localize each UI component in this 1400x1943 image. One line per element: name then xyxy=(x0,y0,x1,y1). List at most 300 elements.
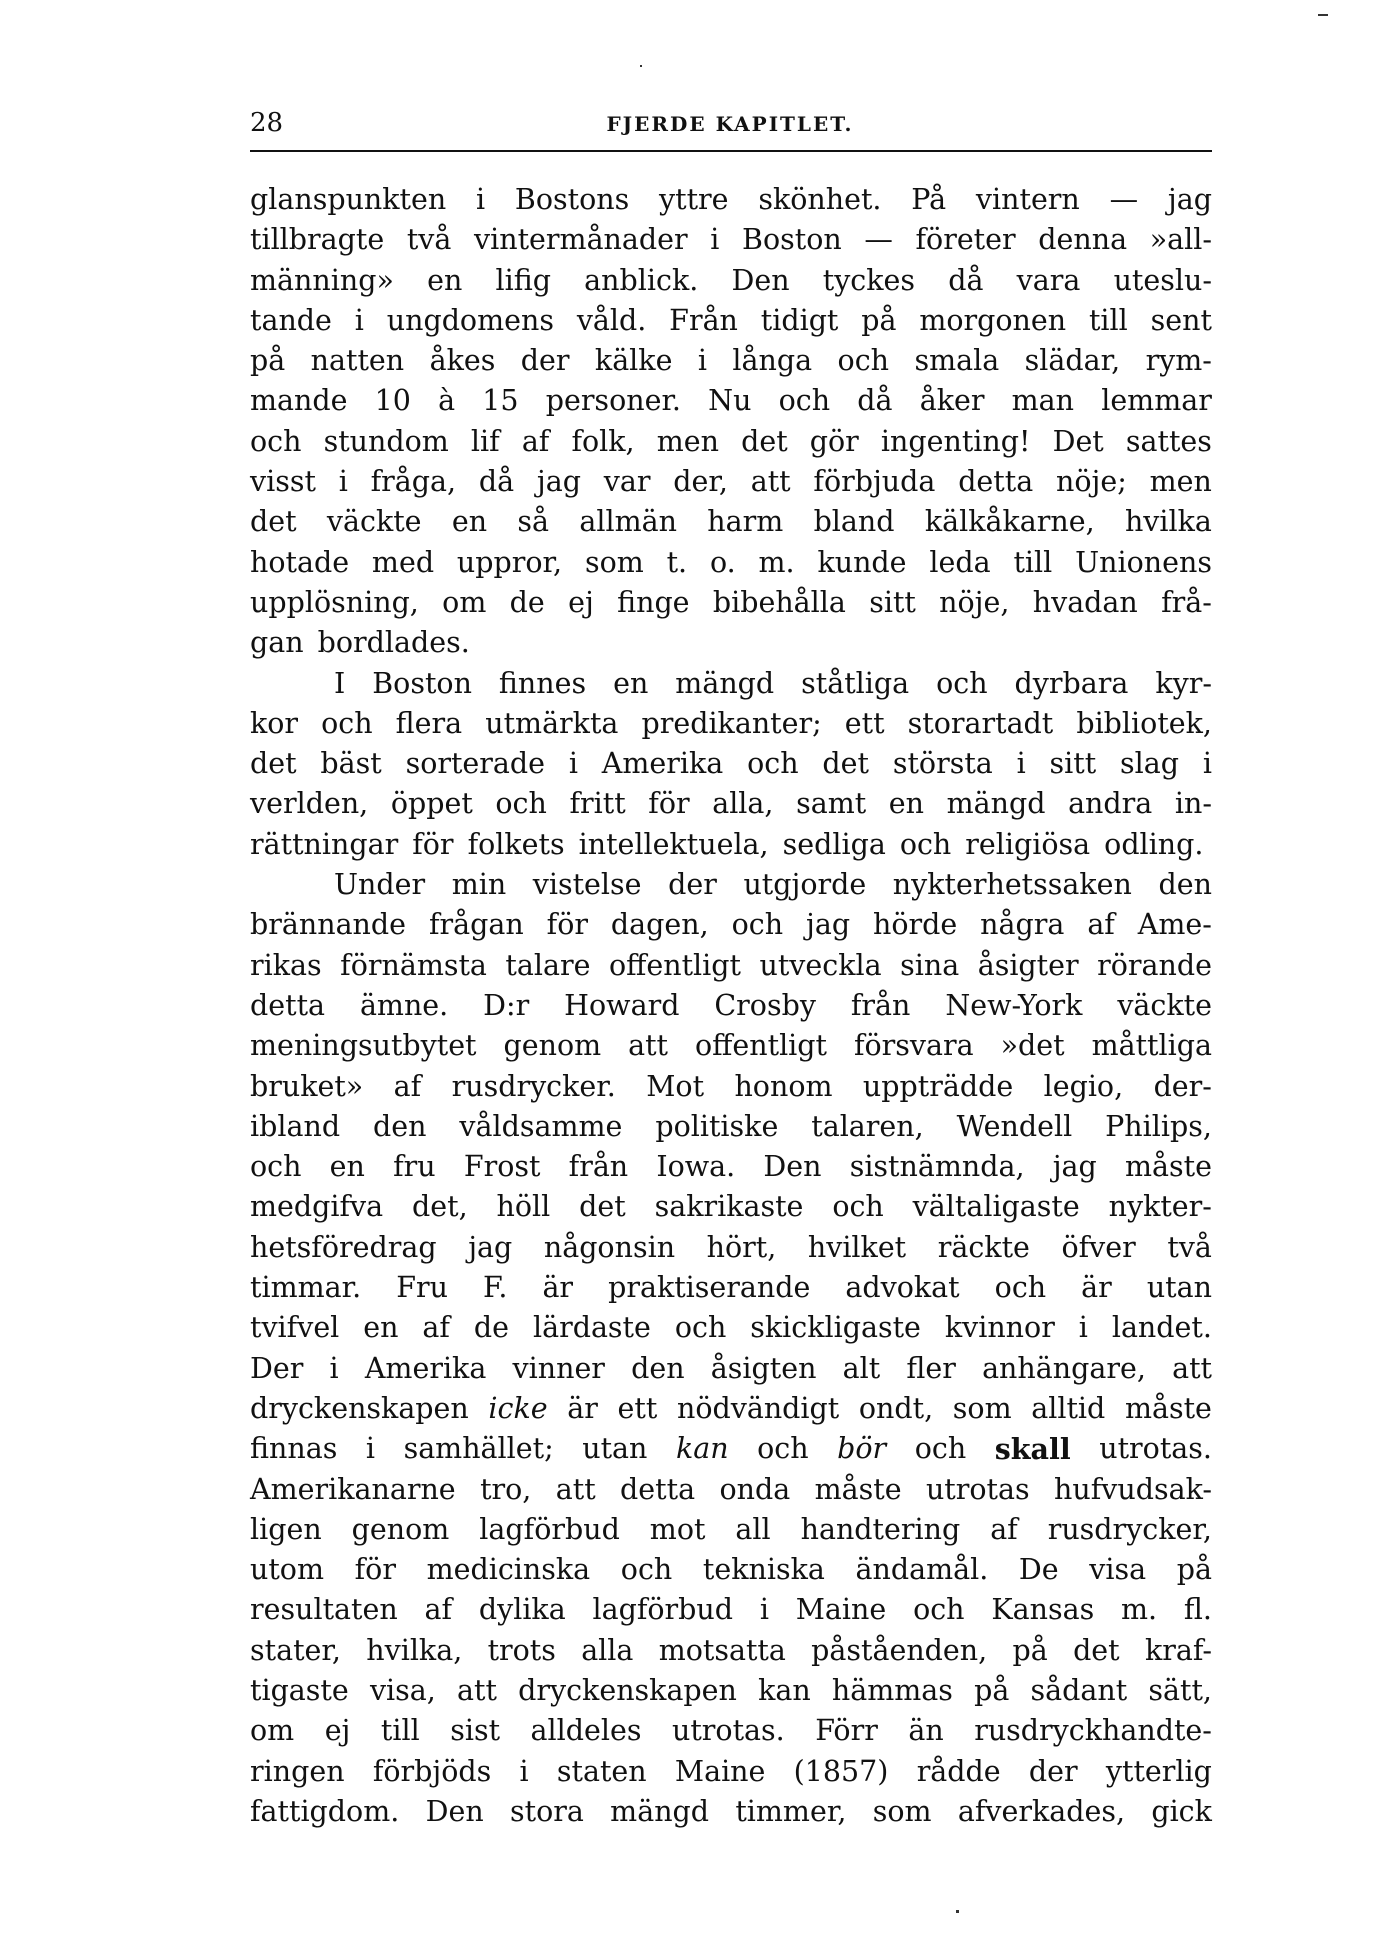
word: och xyxy=(778,384,831,418)
word: talaren, xyxy=(811,1109,924,1143)
word: Förr xyxy=(815,1714,878,1748)
word: politiske xyxy=(655,1109,779,1143)
text-line xyxy=(250,381,1212,421)
word: och xyxy=(914,1432,967,1466)
word: »all- xyxy=(1149,223,1212,257)
word: Nu xyxy=(708,384,752,418)
text-line xyxy=(250,1429,1212,1469)
word: tro, xyxy=(480,1472,532,1506)
word: ingenting! xyxy=(880,424,1031,458)
word: stora xyxy=(510,1794,584,1828)
word: som xyxy=(584,545,644,579)
word: två xyxy=(406,223,452,257)
word: staten xyxy=(556,1754,647,1788)
word: i xyxy=(338,465,348,499)
word: natten xyxy=(310,344,405,378)
scan-mark xyxy=(1318,14,1328,16)
word: New-York xyxy=(945,988,1083,1022)
word: uppror, xyxy=(456,545,563,579)
word: om xyxy=(250,1714,295,1748)
text-line xyxy=(250,905,1212,945)
word: skickligaste xyxy=(750,1311,921,1345)
word: och xyxy=(757,1432,809,1466)
word: det xyxy=(1073,1633,1120,1667)
text-line xyxy=(250,422,1212,462)
word: förbjuda xyxy=(813,465,936,499)
word: lagförbud xyxy=(479,1512,620,1546)
word: att xyxy=(555,1472,596,1506)
word: stundom xyxy=(323,424,449,458)
word: och xyxy=(837,344,890,378)
word: hotade xyxy=(250,545,350,579)
word: Philips, xyxy=(1105,1109,1212,1143)
text-line xyxy=(250,704,1212,744)
word: De xyxy=(1018,1553,1059,1587)
word: vara xyxy=(1016,263,1081,297)
text-line xyxy=(250,1752,1212,1792)
word: af xyxy=(424,1593,453,1627)
word: kvinnor xyxy=(944,1311,1055,1345)
word: en xyxy=(363,1311,399,1345)
word: åsigten xyxy=(710,1351,817,1385)
word: mot xyxy=(649,1512,706,1546)
word: Den xyxy=(731,263,790,297)
word: kyr- xyxy=(1155,666,1212,700)
word: denna xyxy=(1038,223,1128,257)
word: våldsamme xyxy=(459,1109,623,1143)
word: på xyxy=(1176,1553,1212,1587)
word: talare xyxy=(505,948,591,982)
word: predikanter; xyxy=(641,706,822,740)
word: i xyxy=(354,303,364,337)
word: lifig xyxy=(495,263,551,297)
word: hvilka xyxy=(1124,505,1212,539)
word: utrotas. xyxy=(1099,1432,1212,1466)
word: i xyxy=(1016,747,1026,781)
word: Maine xyxy=(674,1754,766,1788)
word: lif xyxy=(470,424,500,458)
body-text xyxy=(250,180,1212,1832)
text-line xyxy=(250,1590,1212,1630)
word: kan xyxy=(675,1432,729,1466)
word: flera xyxy=(395,706,463,740)
word: mängd xyxy=(946,787,1046,821)
word: rusdryckhandte- xyxy=(974,1714,1212,1748)
word: sistnämnda, xyxy=(849,1150,1025,1184)
word: att xyxy=(750,465,791,499)
word: resultaten xyxy=(250,1593,398,1627)
word: hvilket xyxy=(807,1230,907,1264)
word: ej xyxy=(324,1714,351,1748)
word: Der xyxy=(250,1351,304,1385)
word: och xyxy=(250,424,302,458)
word: alltid xyxy=(1031,1391,1106,1425)
word: rusdrycker. xyxy=(451,1069,616,1103)
word: och xyxy=(250,1150,302,1184)
word: sorterade xyxy=(405,747,546,781)
word: Bostons xyxy=(514,183,630,216)
text-line xyxy=(250,180,1212,220)
word: slädar, xyxy=(1024,344,1121,378)
word: fru xyxy=(393,1150,436,1184)
word: der xyxy=(1028,1754,1078,1788)
word: man xyxy=(1011,384,1075,418)
word: en xyxy=(451,505,488,539)
word: jag xyxy=(1167,183,1212,216)
word: dryckenskapen xyxy=(518,1673,737,1707)
word: Mot xyxy=(646,1069,705,1103)
word: dagen, xyxy=(610,908,709,942)
word: fl. xyxy=(1183,1593,1212,1627)
text-line xyxy=(250,1067,1212,1107)
word: försvara xyxy=(853,1029,974,1063)
text-line xyxy=(250,1389,1212,1429)
word: kan xyxy=(758,1673,811,1707)
word: sitt xyxy=(1049,747,1097,781)
word: en xyxy=(329,1150,365,1184)
word: 15 xyxy=(482,384,519,418)
word: sådant xyxy=(1030,1673,1128,1707)
text-line xyxy=(250,1107,1212,1147)
word: i xyxy=(329,1351,339,1385)
word: hörde xyxy=(873,908,958,942)
word: Unionens xyxy=(1075,545,1212,579)
word: den xyxy=(631,1351,685,1385)
word: m. xyxy=(758,545,795,579)
word: legio, xyxy=(1043,1069,1124,1103)
word: fråga, xyxy=(370,465,457,499)
word: utan xyxy=(1146,1271,1212,1305)
word: i xyxy=(476,183,486,216)
word: timmar. xyxy=(250,1271,362,1305)
running-head: FJERDE KAPITLET. xyxy=(606,112,854,136)
word: åsigter xyxy=(977,948,1079,982)
word: onda xyxy=(719,1472,791,1506)
word: för xyxy=(412,827,454,861)
word: rikas xyxy=(250,948,322,982)
word: tigaste xyxy=(250,1673,349,1707)
word: i xyxy=(759,1593,769,1627)
word: vältaligaste xyxy=(912,1190,1080,1224)
word: kälkåkarne, xyxy=(924,505,1095,539)
page-number: 28 xyxy=(250,108,284,138)
word: i xyxy=(568,747,578,781)
word: Amerika xyxy=(364,1351,487,1385)
word: måste xyxy=(1124,1391,1212,1425)
word: utrotas. xyxy=(671,1714,785,1748)
word: mängd xyxy=(675,666,775,700)
text-line xyxy=(250,301,1212,341)
word: någonsin xyxy=(543,1230,676,1264)
text-line xyxy=(250,744,1212,784)
word: offentligt xyxy=(608,948,741,982)
word: Det xyxy=(1052,424,1104,458)
word: då xyxy=(857,384,893,418)
word: brännande xyxy=(250,908,407,942)
word: kor xyxy=(250,706,299,740)
text-line xyxy=(250,502,1212,542)
word: I xyxy=(334,666,346,700)
word: der, xyxy=(673,465,728,499)
word: de xyxy=(473,1311,510,1345)
word: kälke xyxy=(594,344,673,378)
word: måste xyxy=(814,1472,902,1506)
word: alla, xyxy=(712,787,774,821)
word: sätt, xyxy=(1148,1673,1212,1707)
text-line xyxy=(250,1308,1212,1348)
word: vinner xyxy=(512,1351,605,1385)
word: bruket» xyxy=(250,1069,364,1103)
word: smala xyxy=(914,344,1000,378)
word: samhället; xyxy=(403,1432,554,1466)
word: finnes xyxy=(498,666,587,700)
word: öfver xyxy=(1061,1230,1136,1264)
word: praktiserande xyxy=(608,1271,811,1305)
word: och xyxy=(994,1271,1047,1305)
word: lagförbud xyxy=(592,1593,734,1627)
word: sina xyxy=(900,948,960,982)
word: Den xyxy=(763,1150,822,1184)
word: nöje; xyxy=(1055,465,1127,499)
word: offentligt xyxy=(694,1029,827,1063)
word: upplösning, xyxy=(250,585,419,619)
word: mande xyxy=(250,384,348,418)
word: meningsutbytet xyxy=(250,1029,477,1063)
word: våld. xyxy=(576,303,647,337)
word: fritt xyxy=(569,787,626,821)
text-line xyxy=(250,986,1212,1026)
word: skall xyxy=(994,1432,1071,1467)
word: storartadt xyxy=(907,706,1054,740)
word: F. xyxy=(483,1271,508,1305)
text-line xyxy=(250,946,1212,986)
word: och xyxy=(674,1311,727,1345)
word: in- xyxy=(1174,787,1212,821)
word: då xyxy=(478,465,515,499)
word: bäst xyxy=(320,747,382,781)
word: — xyxy=(864,223,893,257)
word: rättningar xyxy=(250,827,399,861)
text-line xyxy=(250,825,1212,865)
word: På xyxy=(911,183,947,216)
word: honom xyxy=(734,1069,833,1103)
text-line xyxy=(250,1510,1212,1550)
word: Boston xyxy=(372,666,472,700)
word: tekniska xyxy=(702,1553,825,1587)
word: på xyxy=(974,1673,1010,1707)
word: jag xyxy=(806,908,851,942)
word: af xyxy=(393,1069,422,1103)
word: än xyxy=(908,1714,944,1748)
word: rusdrycker, xyxy=(1047,1512,1212,1546)
text-line xyxy=(250,784,1212,824)
word: räckte xyxy=(937,1230,1030,1264)
word: Fru xyxy=(396,1271,448,1305)
word: Iowa. xyxy=(656,1150,736,1184)
word: Ame- xyxy=(1137,908,1212,942)
word: ett xyxy=(617,1391,658,1425)
word: att xyxy=(628,1029,669,1063)
word: så xyxy=(517,505,550,539)
word: af xyxy=(990,1512,1018,1546)
word: från xyxy=(568,1150,629,1184)
word: alla xyxy=(581,1633,634,1667)
word: dryckenskapen xyxy=(250,1391,469,1425)
word: höll xyxy=(496,1190,551,1224)
word: ej xyxy=(568,585,594,619)
word: timmer, xyxy=(735,1794,847,1828)
word: och xyxy=(936,666,988,700)
word: men xyxy=(1149,465,1212,499)
word: medicinska xyxy=(426,1553,591,1587)
word: samt xyxy=(796,787,867,821)
word: sakrikaste xyxy=(654,1190,804,1224)
word: advokat xyxy=(845,1271,960,1305)
word: m. xyxy=(1121,1593,1158,1627)
word: från xyxy=(850,988,911,1022)
word: utgjorde xyxy=(743,868,867,902)
word: vintern xyxy=(975,183,1080,216)
word: Amerikanarne xyxy=(250,1472,456,1506)
word: om xyxy=(442,585,487,619)
word: finge xyxy=(617,585,690,619)
text-line xyxy=(250,220,1212,260)
word: för xyxy=(354,1553,396,1587)
word: visa, xyxy=(369,1673,436,1707)
word: ondt, xyxy=(858,1391,934,1425)
word: att xyxy=(1172,1351,1212,1385)
text-line xyxy=(250,1671,1212,1711)
word: kraf- xyxy=(1144,1633,1212,1667)
word: sedliga xyxy=(782,827,886,861)
word: vistelse xyxy=(532,868,642,902)
word: utveckla xyxy=(759,948,882,982)
word: nöje, xyxy=(939,585,1010,619)
word: harm xyxy=(707,505,784,539)
word: på xyxy=(1012,1633,1048,1667)
word: bordlades. xyxy=(317,626,470,660)
word: alt xyxy=(842,1351,881,1385)
word: åkes xyxy=(429,344,496,378)
word: för xyxy=(648,787,690,821)
word: Howard xyxy=(564,988,680,1022)
word: största xyxy=(892,747,993,781)
word: till xyxy=(380,1714,420,1748)
word: på xyxy=(861,303,897,337)
word: à xyxy=(438,384,456,418)
word: jag xyxy=(536,465,581,499)
text-line xyxy=(250,462,1212,502)
word: hufvudsak- xyxy=(1054,1472,1212,1506)
word: i xyxy=(365,1432,376,1466)
word: morgonen xyxy=(919,303,1067,337)
word: och xyxy=(747,747,799,781)
word: och xyxy=(899,827,952,861)
word: måste xyxy=(1124,1150,1212,1184)
word: bibehålla xyxy=(712,585,846,619)
word: och xyxy=(913,1593,965,1627)
word: medgifva xyxy=(250,1190,384,1224)
word: detta xyxy=(620,1472,696,1506)
word: ämne. xyxy=(359,988,449,1022)
word: odling. xyxy=(1104,827,1204,861)
word: för xyxy=(546,908,588,942)
text-line xyxy=(250,1187,1212,1227)
word: verlden, xyxy=(250,787,369,821)
word: tande xyxy=(250,303,332,337)
word: är xyxy=(567,1391,598,1425)
text-line xyxy=(250,623,1212,663)
word: frå- xyxy=(1161,585,1212,619)
word: det, xyxy=(412,1190,468,1224)
word: hvadan xyxy=(1032,585,1138,619)
word: Från xyxy=(669,303,738,337)
word: som xyxy=(872,1794,932,1828)
word: att xyxy=(457,1673,497,1707)
word: ytterlig xyxy=(1105,1754,1212,1788)
text-line xyxy=(250,1268,1212,1308)
word: jag xyxy=(1052,1150,1097,1184)
word: i xyxy=(1202,747,1212,781)
word: afverkades, xyxy=(957,1794,1126,1828)
word: väckte xyxy=(326,505,422,539)
word: men xyxy=(656,424,719,458)
text-line xyxy=(250,664,1212,704)
word: skönhet. xyxy=(758,183,882,216)
word: o. xyxy=(709,545,736,579)
word: i xyxy=(710,223,720,257)
word: tidigt xyxy=(760,303,839,337)
word: bland xyxy=(813,505,895,539)
word: uteslu- xyxy=(1113,263,1212,297)
word: mängd xyxy=(610,1794,710,1828)
word: Under xyxy=(334,868,426,902)
word: handtering xyxy=(800,1512,961,1546)
word: rådde xyxy=(916,1754,1001,1788)
word: af xyxy=(422,1311,450,1345)
text-line xyxy=(250,1792,1212,1832)
text-line xyxy=(250,1470,1212,1510)
word: andra xyxy=(1068,787,1153,821)
word: rym- xyxy=(1145,344,1212,378)
word: D:r xyxy=(483,988,530,1022)
word: utan xyxy=(582,1432,648,1466)
scan-mark xyxy=(640,65,642,67)
word: allmän xyxy=(579,505,677,539)
word: sent xyxy=(1150,303,1212,337)
word: på xyxy=(250,344,286,378)
header-rule xyxy=(250,150,1212,152)
word: måttliga xyxy=(1091,1029,1212,1063)
word: en xyxy=(888,787,925,821)
word: lärdaste xyxy=(532,1311,651,1345)
word: Wendell xyxy=(956,1109,1073,1143)
word: påståenden, xyxy=(811,1633,988,1667)
word: det xyxy=(250,505,297,539)
word: visst xyxy=(250,465,316,499)
word: kunde xyxy=(817,545,907,579)
word: två xyxy=(1167,1230,1212,1264)
word: förbjöds xyxy=(372,1754,492,1788)
word: männing» xyxy=(250,263,394,297)
word: i xyxy=(697,344,707,378)
word: detta xyxy=(250,988,326,1022)
word: (1857) xyxy=(793,1754,889,1788)
word: det xyxy=(822,747,869,781)
word: åker xyxy=(919,384,985,418)
word: ståtliga xyxy=(801,666,910,700)
word: »det xyxy=(1000,1029,1065,1063)
